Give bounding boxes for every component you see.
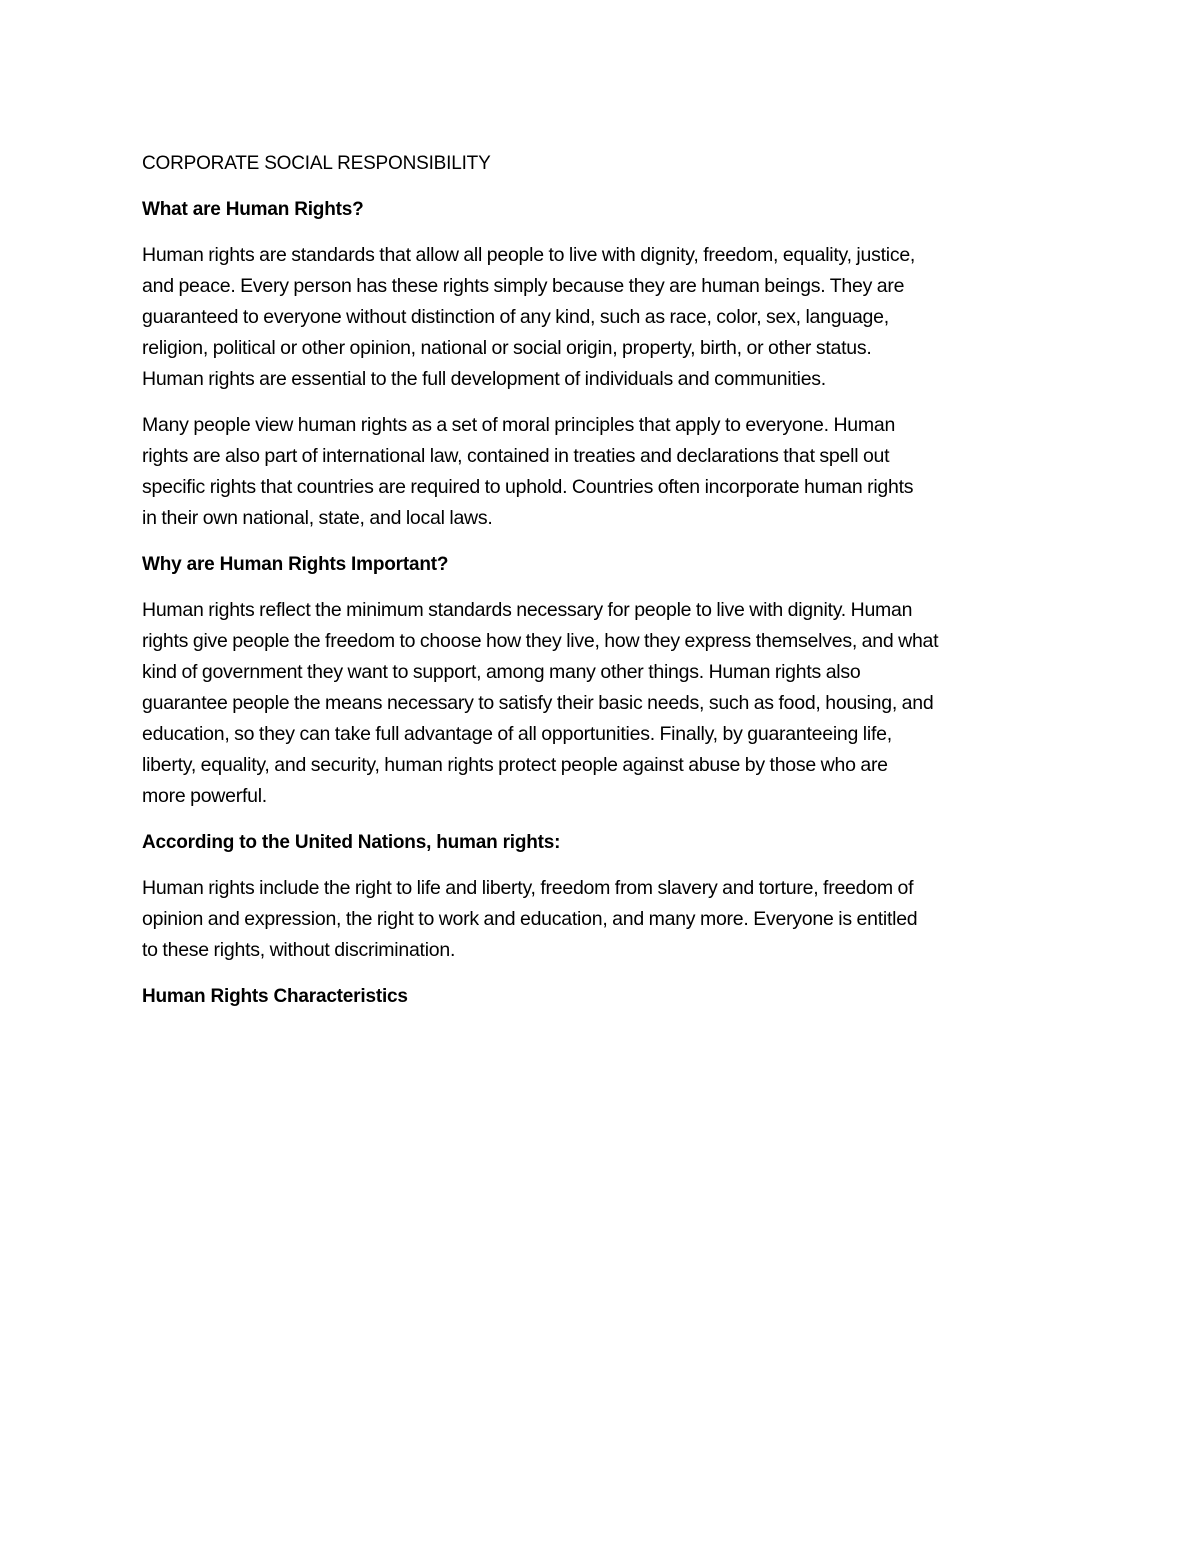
text-line: Human rights include the right to life and liberty, freedom from slavery and torture, freedom of (142, 877, 914, 899)
paragraph (142, 873, 1072, 966)
text-line: kind of government they want to support, among many other things. Human rights also (142, 661, 861, 683)
section-heading: Human Rights Characteristics (142, 986, 408, 1007)
paragraph (142, 410, 1072, 534)
text-line: rights are also part of international law, contained in treaties and declarations that spell out (142, 445, 890, 467)
text-line: Human rights are standards that allow all people to live with dignity, freedom, equality, justice, (142, 244, 916, 266)
section-heading: Why are Human Rights Important? (142, 554, 449, 575)
paragraph (142, 240, 1072, 395)
text-line: rights give people the freedom to choose how they live, how they express themselves, and what (142, 630, 939, 652)
text-line: more powerful. (142, 785, 267, 807)
text-line: to these rights, without discrimination. (142, 939, 456, 961)
document-page (142, 148, 1072, 1027)
text-line: Human rights reflect the minimum standards necessary for people to live with dignity. Human (142, 599, 913, 621)
text-line: religion, political or other opinion, national or social origin, property, birth, or other status. (142, 337, 872, 359)
section-heading: What are Human Rights? (142, 199, 364, 220)
text-line: liberty, equality, and security, human rights protect people against abuse by those who are (142, 754, 888, 776)
text-line: specific rights that countries are required to uphold. Countries often incorporate human rights (142, 476, 914, 498)
text-line: guaranteed to everyone without distinction of any kind, such as race, color, sex, language, (142, 306, 889, 328)
text-line: in their own national, state, and local laws. (142, 507, 493, 529)
text-line: and peace. Every person has these rights simply because they are human beings. They are (142, 275, 905, 297)
text-line: opinion and expression, the right to work and education, and many more. Everyone is entitled (142, 908, 918, 930)
text-line: Human rights are essential to the full development of individuals and communities. (142, 368, 826, 390)
text-line: guarantee people the means necessary to satisfy their basic needs, such as food, housing, and (142, 692, 934, 714)
section-heading: According to the United Nations, human rights: (142, 832, 561, 853)
text-line: Many people view human rights as a set of moral principles that apply to everyone. Human (142, 414, 896, 436)
text-line: education, so they can take full advantage of all opportunities. Finally, by guaranteeing life, (142, 723, 892, 745)
paragraph (142, 595, 1072, 812)
document-title: CORPORATE SOCIAL RESPONSIBILITY (142, 153, 491, 174)
